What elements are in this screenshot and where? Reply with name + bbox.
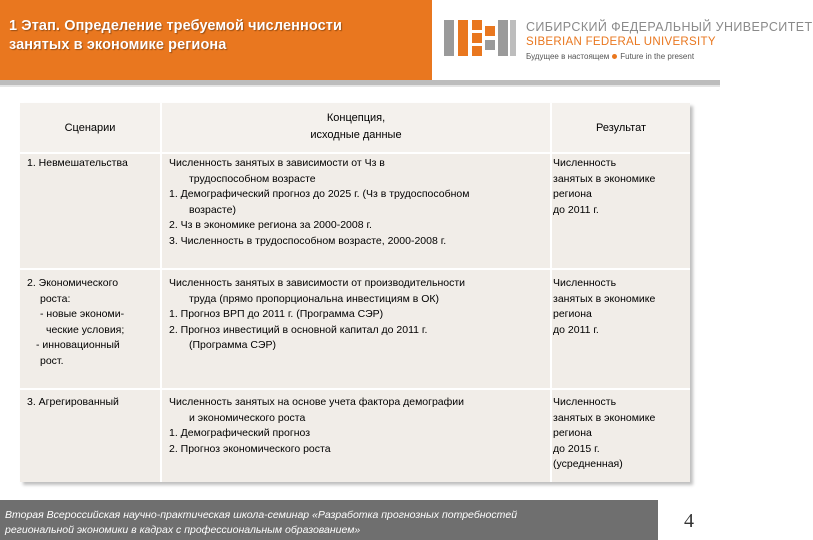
table-divider	[20, 152, 690, 154]
header-result: Результат	[595, 122, 647, 134]
row1-result: Численность занятых в экономике региона до 2011 г.	[553, 157, 656, 216]
row3-concept: Численность занятых на основе учета фактора демографии и экономического роста 1. Демографический прогноз 2. Прогноз экономического роста	[169, 396, 465, 455]
sfu-logo-icon	[444, 16, 518, 60]
column-divider	[550, 103, 552, 482]
header-divider-light	[0, 85, 720, 87]
header-scenarios: Сценарии	[64, 122, 116, 134]
column-divider	[160, 103, 162, 482]
footer-text	[5, 508, 655, 538]
scenarios-table	[20, 103, 690, 482]
row1-concept: Численность занятых в зависимости от Чз в трудоспособном возрасте 1. Демографический прогноз до 2025 г. (Чз в трудоспособном возрасте) 2. Чз в экономике региона за 2000-2008 г. 3. Численность в трудоспособном возрасте, 2000-2008 г.	[169, 157, 470, 247]
row2-result: Численность занятых в экономике региона до 2011 г.	[553, 277, 656, 336]
row3-scenario: 3. Агрегированный	[27, 396, 119, 408]
logo-tagline	[526, 52, 694, 61]
slide-title-line2: занятых в экономике региона	[9, 37, 227, 53]
header-concept-line2: исходные данные	[310, 129, 402, 141]
table-header-row	[20, 103, 690, 153]
table-divider	[20, 388, 690, 390]
slide-title	[9, 17, 429, 55]
header	[0, 0, 813, 80]
table-row	[20, 153, 690, 269]
logo-tagline-ru: Будущее в настоящем	[526, 52, 610, 61]
logo-name-ru: СИБИРСКИЙ ФЕДЕРАЛЬНЫЙ УНИВЕРСИТЕТ	[526, 20, 813, 34]
footer-bar	[0, 500, 658, 540]
logo-tagline-en: Future in the present	[620, 52, 695, 61]
slide-title-line1: 1 Этап. Определение требуемой численности	[9, 18, 342, 34]
row2-scenario: 2. Экономического роста: - новые экономи- ческие условия; - инновационный рост.	[27, 277, 125, 367]
table-row	[20, 389, 690, 482]
logo-name-en: SIBERIAN FEDERAL UNIVERSITY	[526, 36, 716, 48]
footer-line2: региональной экономики в кадрах с профессиональным образованием»	[5, 524, 361, 536]
table-row	[20, 269, 690, 389]
table-divider	[20, 268, 690, 270]
header-concept-line1: Концепция,	[326, 112, 386, 124]
row3-result: Численность занятых в экономике региона до 2015 г. (усредненная)	[553, 396, 656, 470]
page-number: 4	[684, 510, 694, 532]
footer-line1: Вторая Всероссийская научно-практическая школа-семинар «Разработка прогнозных потребностей	[5, 509, 518, 521]
header-concept	[162, 110, 550, 144]
university-logo	[444, 14, 813, 66]
row1-scenario: 1. Невмешательства	[27, 157, 128, 169]
row2-concept: Численность занятых в зависимости от производительности труда (прямо пропорциональна инвестициям в ОК) 1. Прогноз ВРП до 2011 г. (Программа СЭР) 2. Прогноз инвестиций в основной капитал до 2011 г. (Программа СЭР)	[169, 277, 466, 351]
title-block	[0, 0, 432, 80]
dot-icon	[612, 54, 617, 59]
